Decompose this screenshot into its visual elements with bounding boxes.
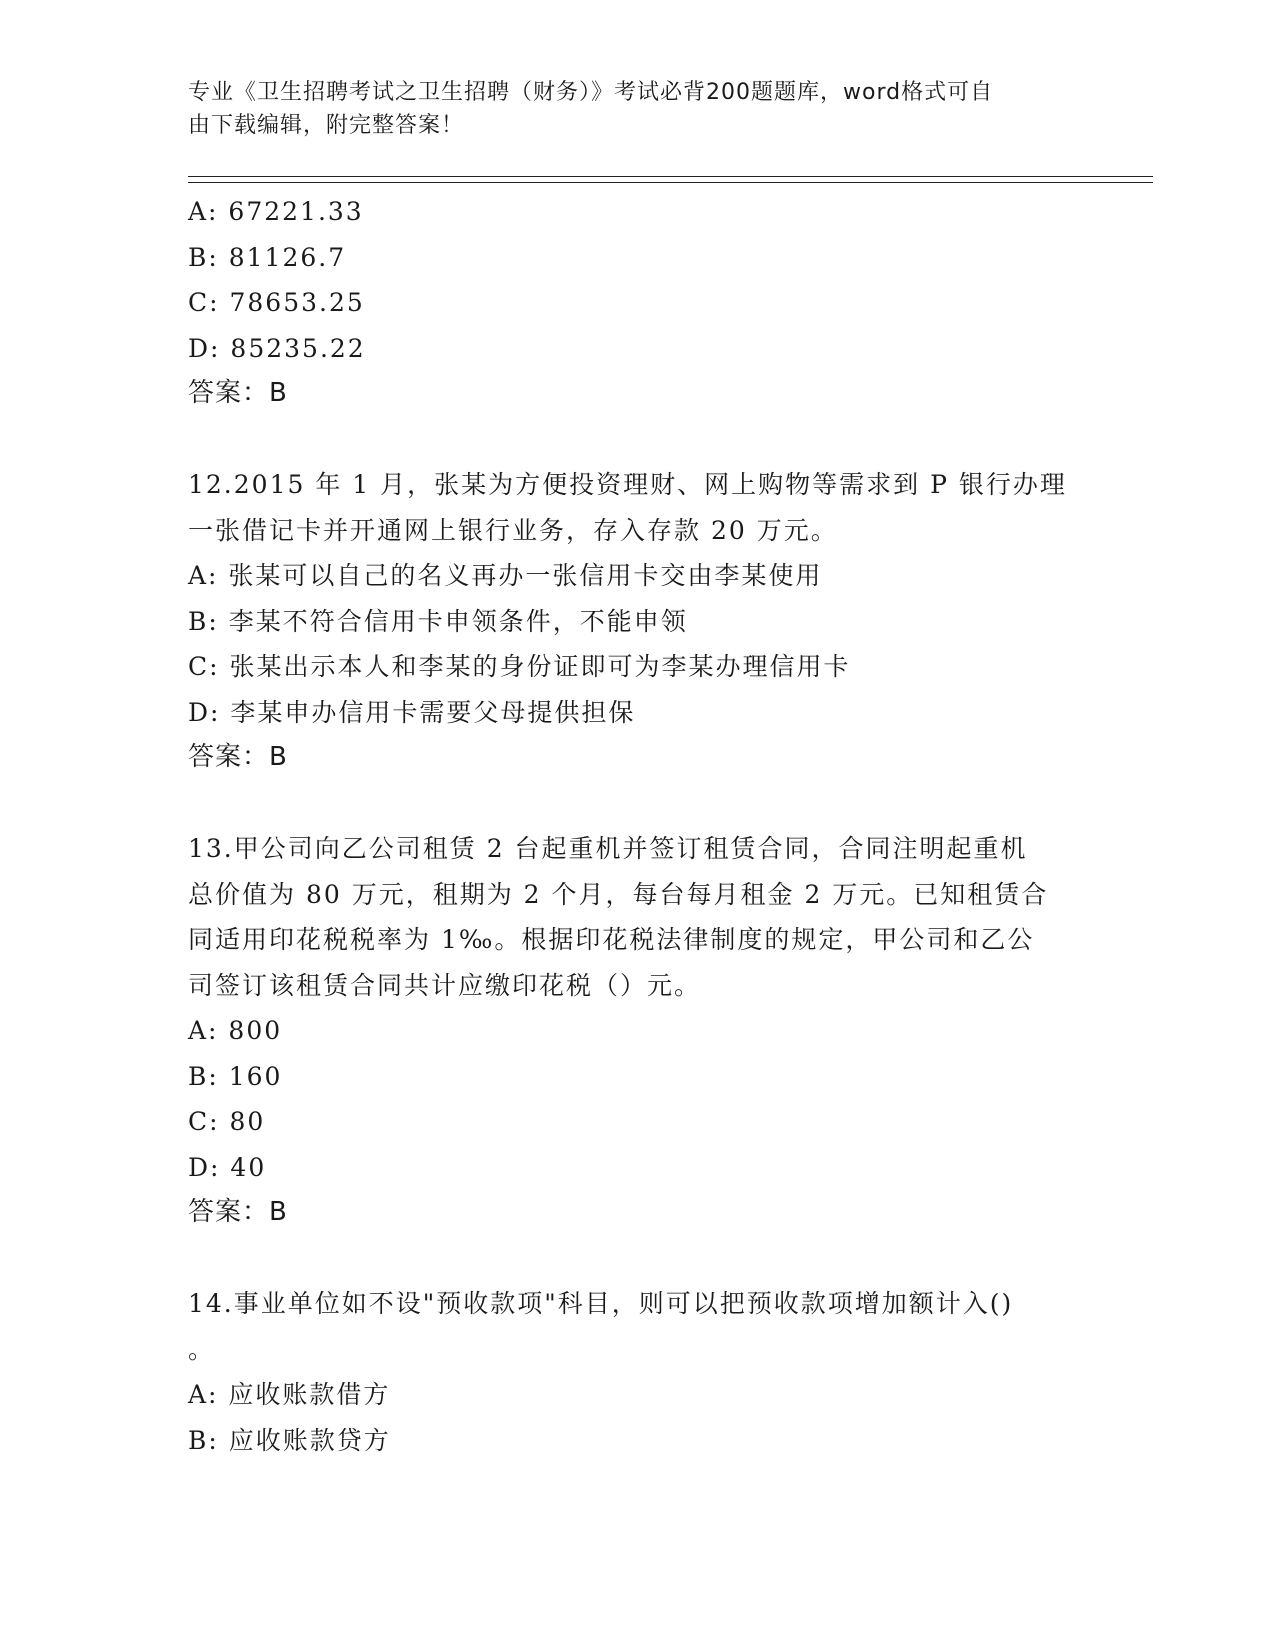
option-a: A: 67221.33 [188, 197, 364, 226]
header-rule-bottom [188, 182, 1153, 183]
option-b: B: 应收账款贷方 [188, 1425, 391, 1455]
header-rule-top [188, 176, 1153, 177]
option-b: B: 160 [188, 1061, 283, 1091]
spacer [188, 1236, 1088, 1282]
header-line-1: 专业《卫生招聘考试之卫生招聘（财务）》考试必背200题题库，word格式可自 [188, 80, 994, 105]
answer-label: 答案：B [188, 1197, 288, 1227]
option-d: D: 李某申办信用卡需要父母提供担保 [188, 697, 636, 727]
option-d: D: 85235.22 [188, 333, 366, 363]
header-line-2: 由下载编辑，附完整答案！ [188, 113, 465, 138]
question-stem-line: 13.甲公司向乙公司租赁 2 台起重机并签订租赁合同，合同注明起重机 [188, 834, 1028, 863]
spacer [188, 417, 1088, 463]
question-stem-line: 总价值为 80 万元，租期为 2 个月，每台每月租金 2 万元。已知租赁合 [188, 879, 1049, 909]
question-stem-line: 14.事业单位如不设"预收款项"科目，则可以把预收款项增加额计入() [188, 1289, 1014, 1318]
question-stem-line: 司签订该租赁合同共计应缴印花税（）元。 [188, 970, 702, 1000]
option-a: A: 张某可以自己的名义再办一张信用卡交由李某使用 [188, 561, 823, 590]
option-d: D: 40 [188, 1152, 267, 1182]
option-c: C: 78653.25 [188, 288, 365, 317]
question-14 [188, 1281, 1088, 1463]
answer-label: 答案：B [188, 742, 288, 772]
option-c: C: 80 [188, 1107, 266, 1136]
option-b: B: 李某不符合信用卡申领条件，不能申领 [188, 606, 688, 636]
option-a: A: 应收账款借方 [188, 1380, 391, 1409]
question-list [188, 189, 1088, 1463]
question-11 [188, 189, 1088, 417]
option-c: C: 张某出示本人和李某的身份证即可为李某办理信用卡 [188, 652, 851, 681]
question-stem-line: 同适用印花税税率为 1‰。根据印花税法律制度的规定，甲公司和乙公 [188, 925, 1035, 954]
answer-label: 答案：B [188, 378, 288, 408]
option-b: B: 81126.7 [188, 242, 347, 272]
document-header [188, 76, 1068, 142]
question-stem-line: 一张借记卡并开通网上银行业务，存入存款 20 万元。 [188, 515, 838, 545]
question-stem-line: 。 [188, 1334, 216, 1364]
question-12 [188, 462, 1088, 781]
spacer [188, 781, 1088, 827]
question-13 [188, 826, 1088, 1236]
option-a: A: 800 [188, 1016, 283, 1045]
question-stem-line: 12.2015 年 1 月，张某为方便投资理财、网上购物等需求到 P 银行办理 [188, 470, 1067, 499]
